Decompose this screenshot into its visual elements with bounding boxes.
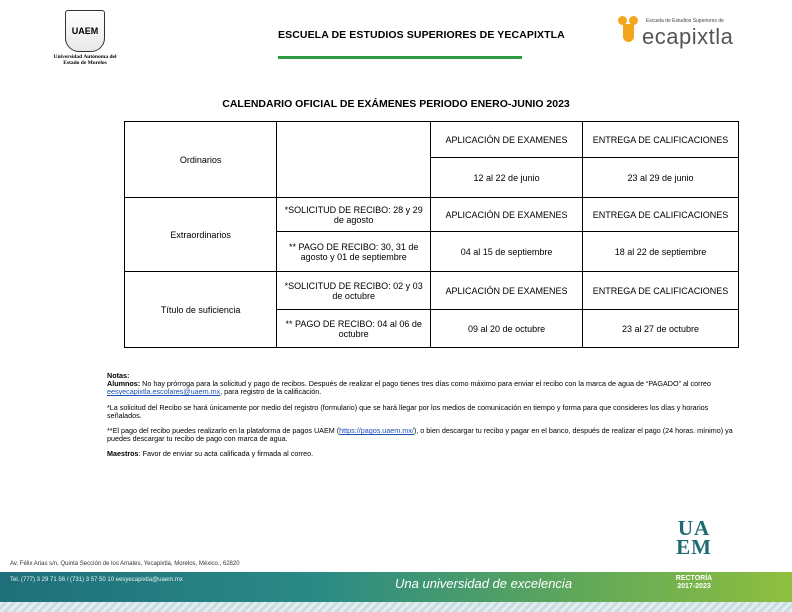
escolares-email-link[interactable]: eesyecapixtla.escolares@uaem.mx [107,387,221,397]
rectoria-years: 2017-2023 [677,583,711,590]
crest-text: UAEM [71,26,99,36]
uaem-logo-line-1: UA [677,516,711,540]
ordinarios-aplicacion: 12 al 22 de junio [431,158,583,198]
uaem-logo-line-2: EM [676,535,712,559]
suficiencia-entrega: 23 al 27 de octubre [583,310,739,348]
university-name [35,54,135,66]
header-divider [278,56,522,59]
extraordinarios-entrega: 18 al 22 de septiembre [583,232,739,272]
row-label-suficiencia: Título de suficiencia [125,272,277,348]
footer-contact: Tel. (777) 3 29 71 56 / (731) 3 57 50 10 eesyecapixtla@uaem.mx [10,577,183,583]
table-row [125,122,739,158]
alumnos-label: Alumnos: [107,379,141,389]
rectoria-label: RECTORÍA [675,575,713,582]
alumnos-text-1: No hay prórroga para la solicitud y pago de recibos. Después de realizar el pago tienes tres días como máximo para enviar el recibo con la marca de agua de “PAGADO” al correo [140,379,711,389]
table-row [125,272,739,310]
footer-rectoria [665,575,723,591]
yecapixtla-logo [618,14,768,54]
extraordinarios-pago: ** PAGO DE RECIBO: 30, 31 de agosto y 01 de septiembre [277,232,431,272]
row-label-extraordinarios: Extraordinarios [125,198,277,272]
extraordinarios-solicitud: *SOLICITUD DE RECIBO: 28 y 29 de agosto [277,198,431,232]
yecapixtla-mark-icon [618,16,640,46]
note-solicitud: *La solicitud del Recibo se hará únicamente por medio del registro (formulario) que se hará llegar por los medios de comunicación en tiempo y forma para que consideres los días y horarios señalados. [107,402,709,420]
empty-cell [277,122,431,198]
aplicacion-header: APLICACIÓN DE EXAMENES [431,122,583,158]
logo-subtitle: Escuela de Estudios Superiores de [646,18,724,24]
suficiencia-pago: ** PAGO DE RECIBO: 04 al 06 de octubre [277,310,431,348]
note-pago [107,427,737,443]
notes-heading: Notas: [107,371,130,380]
maestros-text: : Favor de enviar su acta calificada y firmada al correo. [138,449,314,459]
uaem-logo [669,516,719,559]
exam-calendar-table [124,121,739,348]
row-label-ordinarios: Ordinarios [125,122,277,198]
school-title: ESCUELA DE ESTUDIOS SUPERIORES DE YECAPIXTLA [278,29,565,41]
entrega-header: ENTREGA DE CALIFICACIONES [583,122,739,158]
footer-address: Av. Félix Arias s/n, Quinta Sección de los Amates, Yecapixtla, Morelos, México., 62820 [10,561,240,567]
footer-decorative-lines [0,602,792,612]
pago-text-2: ), o bien descargar tu recibo y pagar en el banco, después de realizar el pago (24 horas. mínimo) ya puedes descargar tu recibo de pago con marca de agua. [107,426,733,444]
uaem-crest-logo [35,10,135,66]
aplicacion-header: APLICACIÓN DE EXAMENES [431,198,583,232]
calendar-title: CALENDARIO OFICIAL DE EXÁMENES PERIODO ENERO-JUNIO 2023 [222,98,570,110]
suficiencia-solicitud: *SOLICITUD DE RECIBO: 02 y 03 de octubre [277,272,431,310]
pagos-uaem-link[interactable]: https://pagos.uaem.mx/ [339,426,414,436]
suficiencia-aplicacion: 09 al 20 de octubre [431,310,583,348]
note-maestros [107,450,737,458]
university-name-line-2: Estado de Morelos [63,60,107,66]
notes-section [107,372,737,466]
footer-slogan: Una universidad de excelencia [395,576,573,591]
maestros-label: Maestros [107,449,139,459]
entrega-header: ENTREGA DE CALIFICACIONES [583,272,739,310]
aplicacion-header: APLICACIÓN DE EXAMENES [431,272,583,310]
university-name-line-1: Universidad Autónoma del [53,54,117,60]
table-row [125,198,739,232]
entrega-header: ENTREGA DE CALIFICACIONES [583,198,739,232]
ordinarios-entrega: 23 al 29 de junio [583,158,739,198]
crest-icon [65,10,105,52]
note-alumnos [107,380,737,396]
extraordinarios-aplicacion: 04 al 15 de septiembre [431,232,583,272]
logo-wordmark: ecapixtla [642,24,734,49]
pago-text-1: **El pago del recibo puedes realizarlo en la plataforma de pagos UAEM ( [107,426,340,436]
alumnos-text-2: , para registro de la calificación. [220,387,322,397]
